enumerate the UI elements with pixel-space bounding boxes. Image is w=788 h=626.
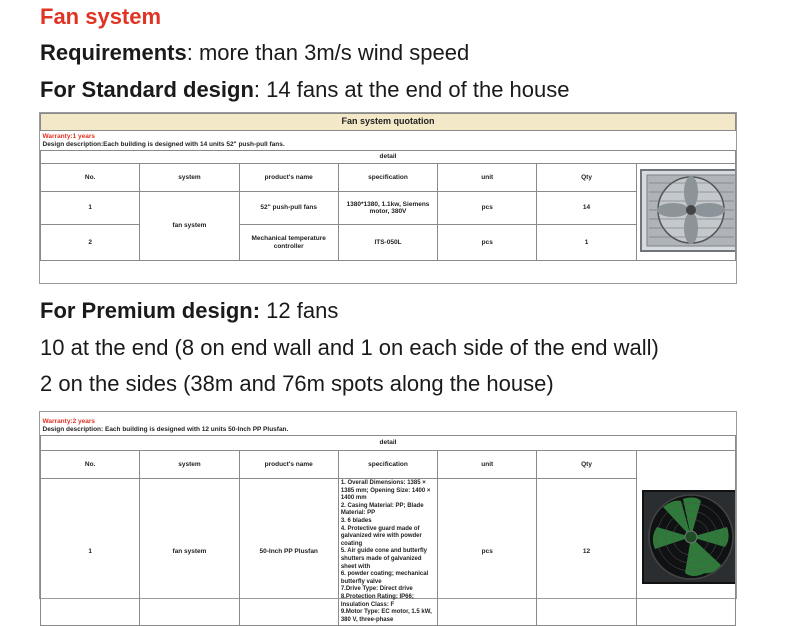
spec-line: 6. powder coating; mechanical butterfly valve: [340, 571, 429, 585]
standard-fan-image: [636, 164, 735, 261]
premium-warranty: Warranty:2 years: [42, 418, 96, 425]
row2-qty: 1: [537, 225, 636, 261]
premium-line-2: 10 at the end (8 on end wall and 1 on each side of the end wall): [40, 335, 659, 360]
spec-line: 5. Air guide cone and butterfly shutters made of galvanized sheet with: [340, 548, 427, 570]
spec-line: 4. Protective guard made of galvanized wire with powder coating: [340, 525, 422, 547]
premium-line-3: 2 on the sides (38m and 76m spots along the house): [40, 371, 554, 396]
p-row-product: 50-Inch PP Plusfan: [239, 479, 338, 626]
col-qty: Qty: [537, 164, 636, 192]
p-col-product: product's name: [239, 451, 338, 479]
p-col-spec: specification: [338, 451, 437, 479]
col-spec: specification: [338, 164, 437, 192]
requirements-text: : more than 3m/s wind speed: [186, 40, 470, 65]
p-row-qty: 12: [537, 479, 636, 626]
p-row-spec: [338, 479, 437, 626]
row2-product: Mechanical temperature controller: [239, 225, 338, 261]
row2-unit: pcs: [438, 225, 537, 261]
requirements-label: Requirements: [40, 40, 187, 65]
p-row-system: fan system: [140, 479, 239, 626]
row1-no: 1: [41, 192, 140, 225]
col-no: No.: [41, 164, 140, 192]
row1-product: 52" push-pull fans: [239, 192, 338, 225]
standard-quotation-table: [39, 112, 737, 284]
page-title: Fan system: [40, 4, 162, 29]
quotation-title: Fan system quotation: [41, 114, 736, 131]
premium-label: For Premium design:: [40, 298, 261, 323]
col-product: product's name: [239, 164, 338, 192]
premium-detail-header: detail: [41, 436, 736, 451]
p-col-unit: unit: [438, 451, 537, 479]
spec-line: 2. Casing Material: PP; Blade Material: PP: [340, 502, 424, 517]
p-col-qty: Qty: [537, 451, 636, 479]
standard-design-line: [40, 77, 570, 103]
spec-line: 9.Motor Type: EC motor, 1.5 kW, 380 V, three-phase: [340, 609, 432, 623]
col-unit: unit: [438, 164, 537, 192]
premium-design-line: [40, 298, 338, 324]
box-fan-icon: [639, 168, 736, 253]
p-row-no: 1: [41, 479, 140, 626]
standard-text: : 14 fans at the end of the house: [253, 77, 570, 102]
p-col-system: system: [140, 451, 239, 479]
row1-spec: 1380*1380, 1.1kw, Siemens motor, 380V: [338, 192, 437, 225]
premium-text: 12 fans: [260, 298, 339, 323]
premium-quotation-table: [39, 411, 737, 623]
spec-line: 8.Protection Rating: IP66; Insulation Class: F: [340, 593, 414, 608]
spec-line: 3. 6 blades: [340, 517, 372, 524]
standard-label: For Standard design: [40, 77, 254, 102]
premium-fan-image: [636, 451, 735, 626]
spec-line: 7.Drive Type: Direct drive: [340, 586, 413, 593]
standard-description: Design description:Each building is designed with 14 units 52" push-pull fans.: [42, 140, 285, 148]
row1-unit: pcs: [438, 192, 537, 225]
p-col-no: No.: [41, 451, 140, 479]
col-system: system: [140, 164, 239, 192]
premium-description: Design description: Each building is designed with 12 units 50-Inch PP Plusfan.: [42, 425, 289, 433]
row2-no: 2: [41, 225, 140, 261]
p-row-unit: pcs: [438, 479, 537, 626]
spec-line: 1. Overall Dimensions: 1385 × 1385 mm; Opening Size: 1400 × 1400 mm: [340, 480, 431, 502]
standard-warranty: Warranty:1 years: [42, 133, 96, 140]
plusfan-icon: [639, 487, 736, 587]
standard-detail-header: detail: [41, 151, 736, 164]
standard-system: fan system: [140, 192, 239, 261]
row2-spec: ITS-050L: [338, 225, 437, 261]
requirements-line: [40, 40, 469, 66]
row1-qty: 14: [537, 192, 636, 225]
